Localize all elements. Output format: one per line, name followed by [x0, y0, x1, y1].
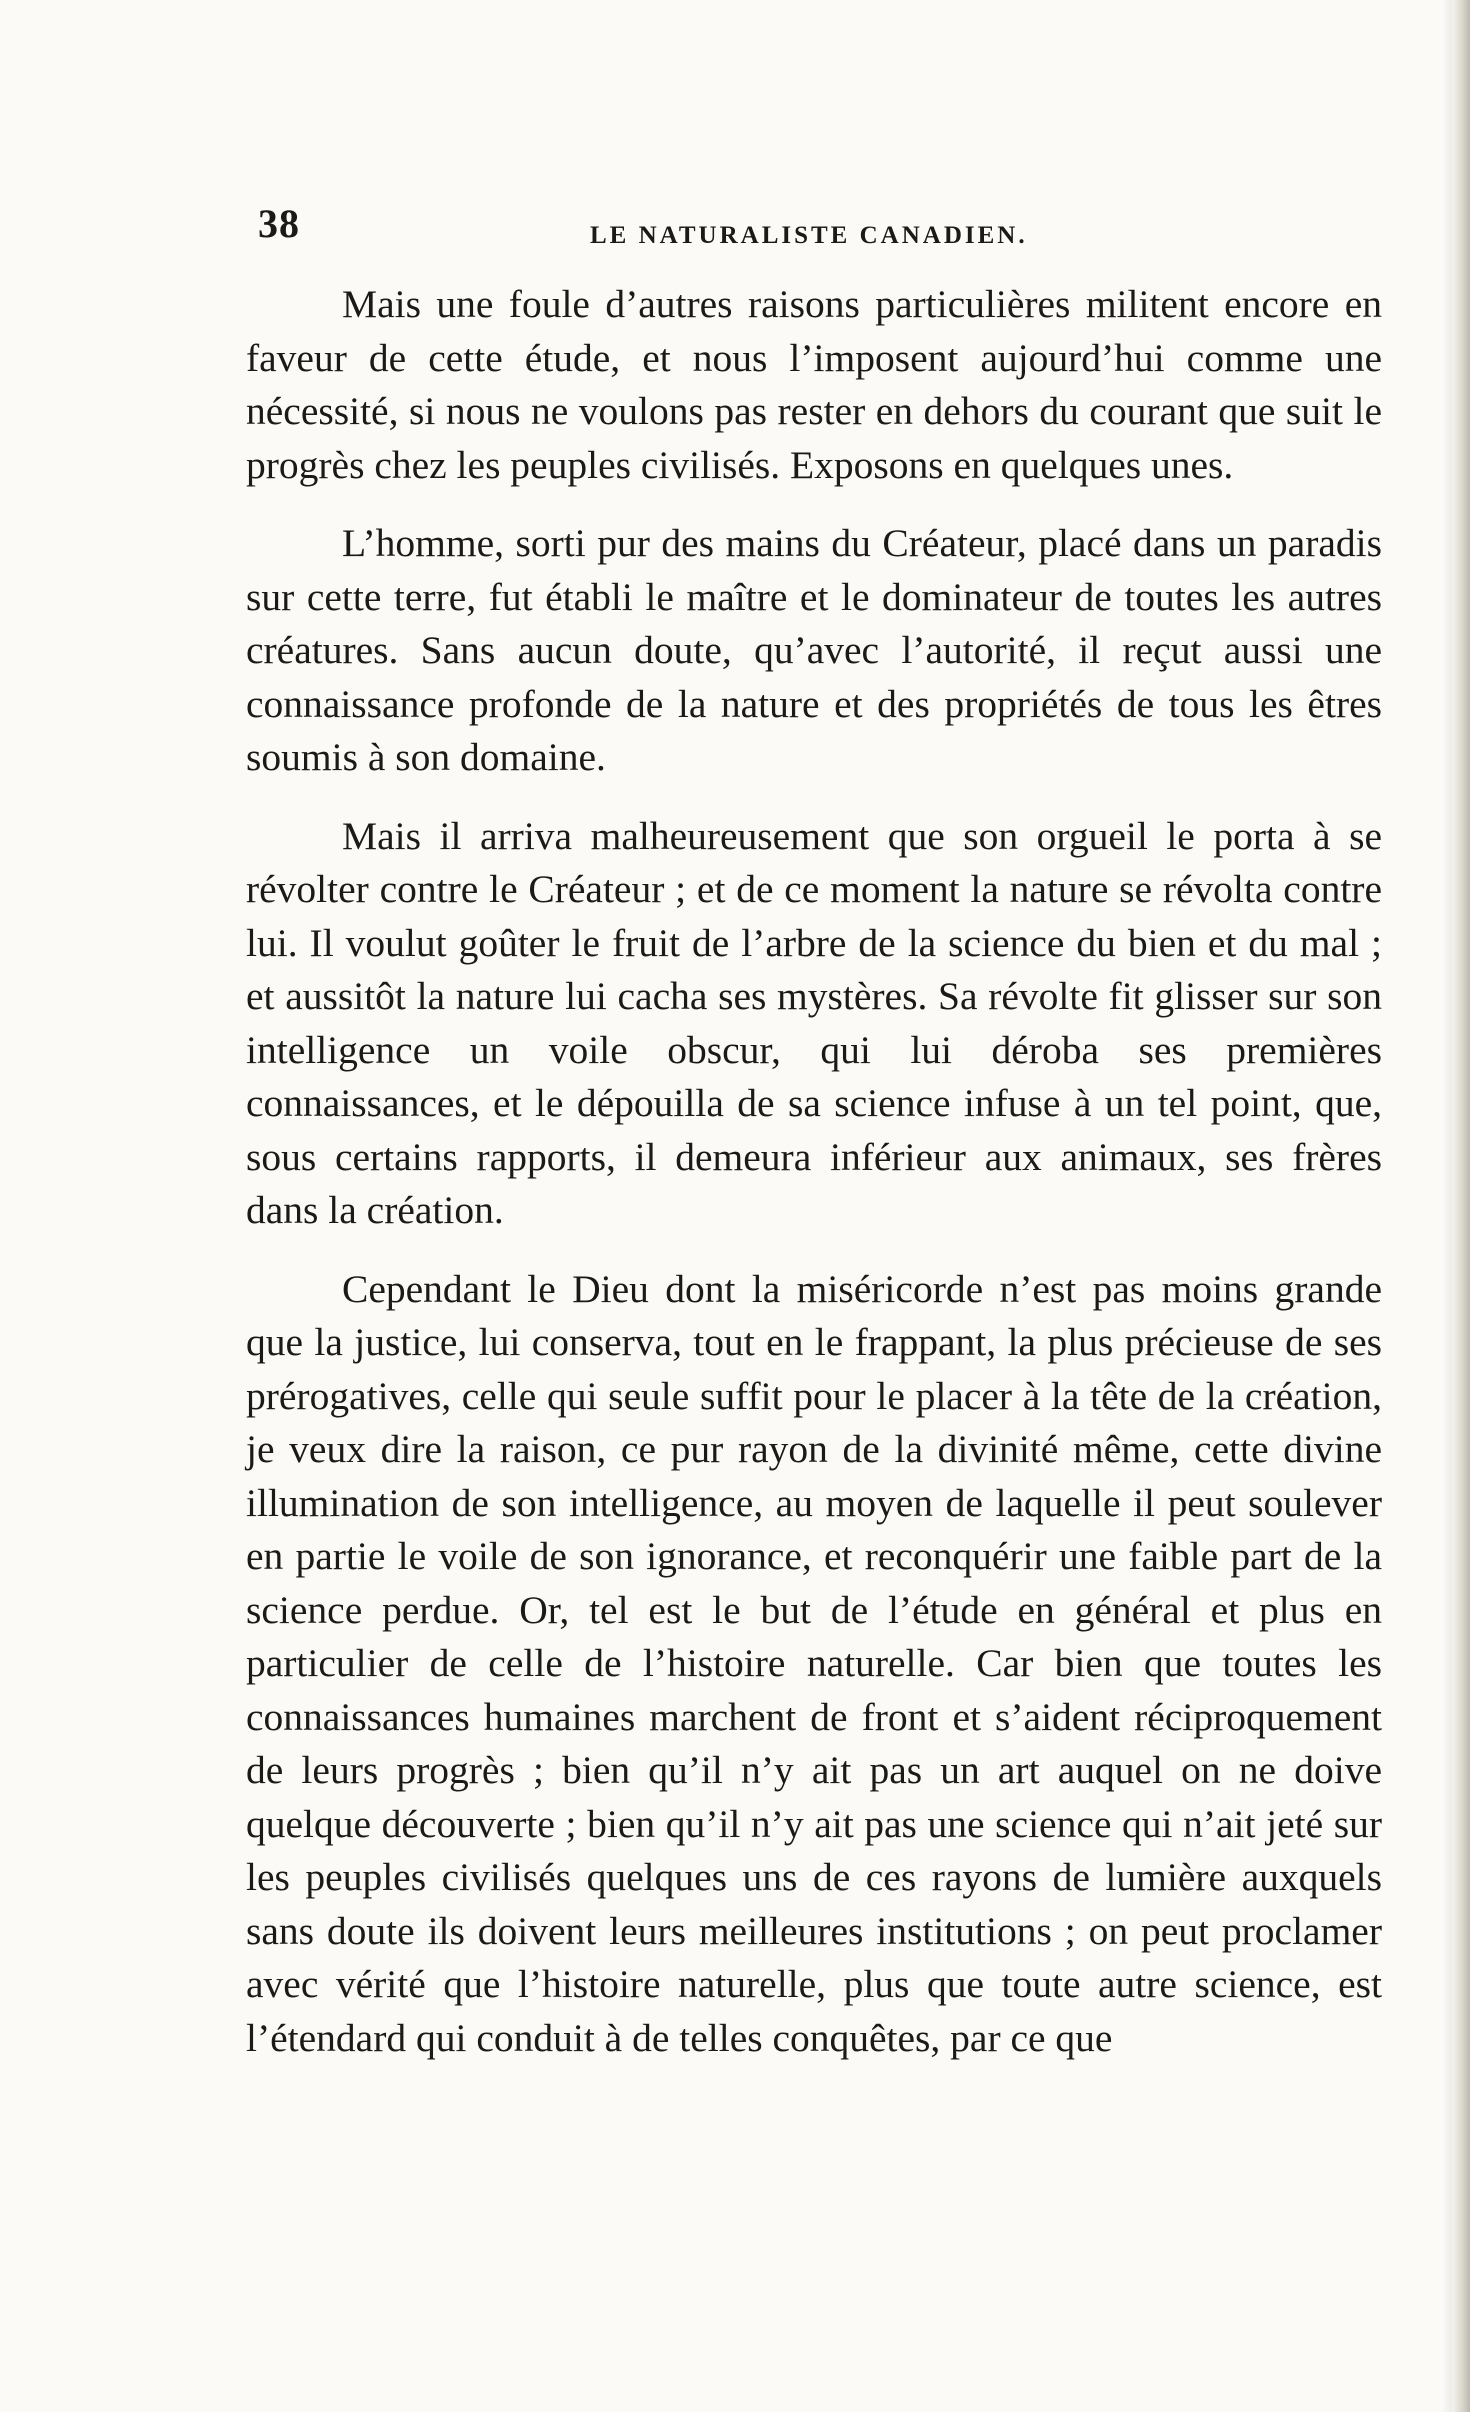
- paragraph-4: Cependant le Dieu dont la miséricorde n’est pas moins grande que la justice, lui conserva, tout en le frappant, la plus précieuse de ses prérogatives, celle qui seule suffit pour le placer à la tête de la création, je veux dire la raison, ce pur rayon de la divinité même, cette divine illumination de son intelligence, au moyen de laquelle il peut soulever en partie le voile de son ignorance, et reconquérir une faible part de la science perdue. Or, tel est le but de l’étude en général et plus en particulier de celle de l’histoire naturelle. Car bien que toutes les connaissances humaines marchent de front et s’aident réciproquement de leurs progrès ; bien qu’il n’y ait pas un art auquel on ne doive quelque découverte ; bien qu’il n’y ait pas une science qui n’ait jeté sur les peuples civilisés quelques uns de ces rayons de lumière auxquels sans doute ils doivent leurs meilleures institutions ; on peut proclamer avec vérité que l’histoire naturelle, plus que toute autre science, est l’étendard qui conduit à de telles conquêtes, par ce que: [246, 1266, 1382, 2060]
- page-header: [258, 200, 1378, 260]
- page-number: 38: [258, 201, 300, 246]
- paragraph-1: Mais une foule d’autres raisons particulières militent encore en faveur de cette étude, et nous l’imposent aujourd’hui comme une nécessité, si nous ne voulons pas rester en dehors du courant que suit le progrès chez les peuples civilisés. Exposons en quelques unes.: [246, 282, 1382, 487]
- page-gutter-shadow: [1442, 0, 1452, 2412]
- paragraph-3: Mais il arriva malheureusement que son orgueil le porta à se révolter contre le Créateur ; et de ce moment la nature se révolta contre lui. Il voulut goûter le fruit de l’arbre de la science du bien et du mal ; et aussitôt la nature lui cacha ses mystères. Sa révolte fit glisser sur son intelligence un voile obscur, qui lui déroba ses premières connaissances, et le dépouilla de sa science infuse à un tel point, que, sous certains rapports, il demeura inférieur aux animaux, ses frères dans la création.: [246, 813, 1382, 1232]
- page-edge: [1452, 0, 1470, 2412]
- paragraph-2: L’homme, sorti pur des mains du Créateur, placé dans un paradis sur cette terre, fut établi le maître et le dominateur de toutes les autres créatures. Sans aucun doute, qu’avec l’autorité, il reçut aussi une connaissance profonde de la nature et des propriétés de tous les êtres soumis à son domaine.: [246, 521, 1382, 779]
- running-head: LE NATURALISTE CANADIEN.: [590, 222, 1028, 249]
- body-text: [246, 278, 1382, 2065]
